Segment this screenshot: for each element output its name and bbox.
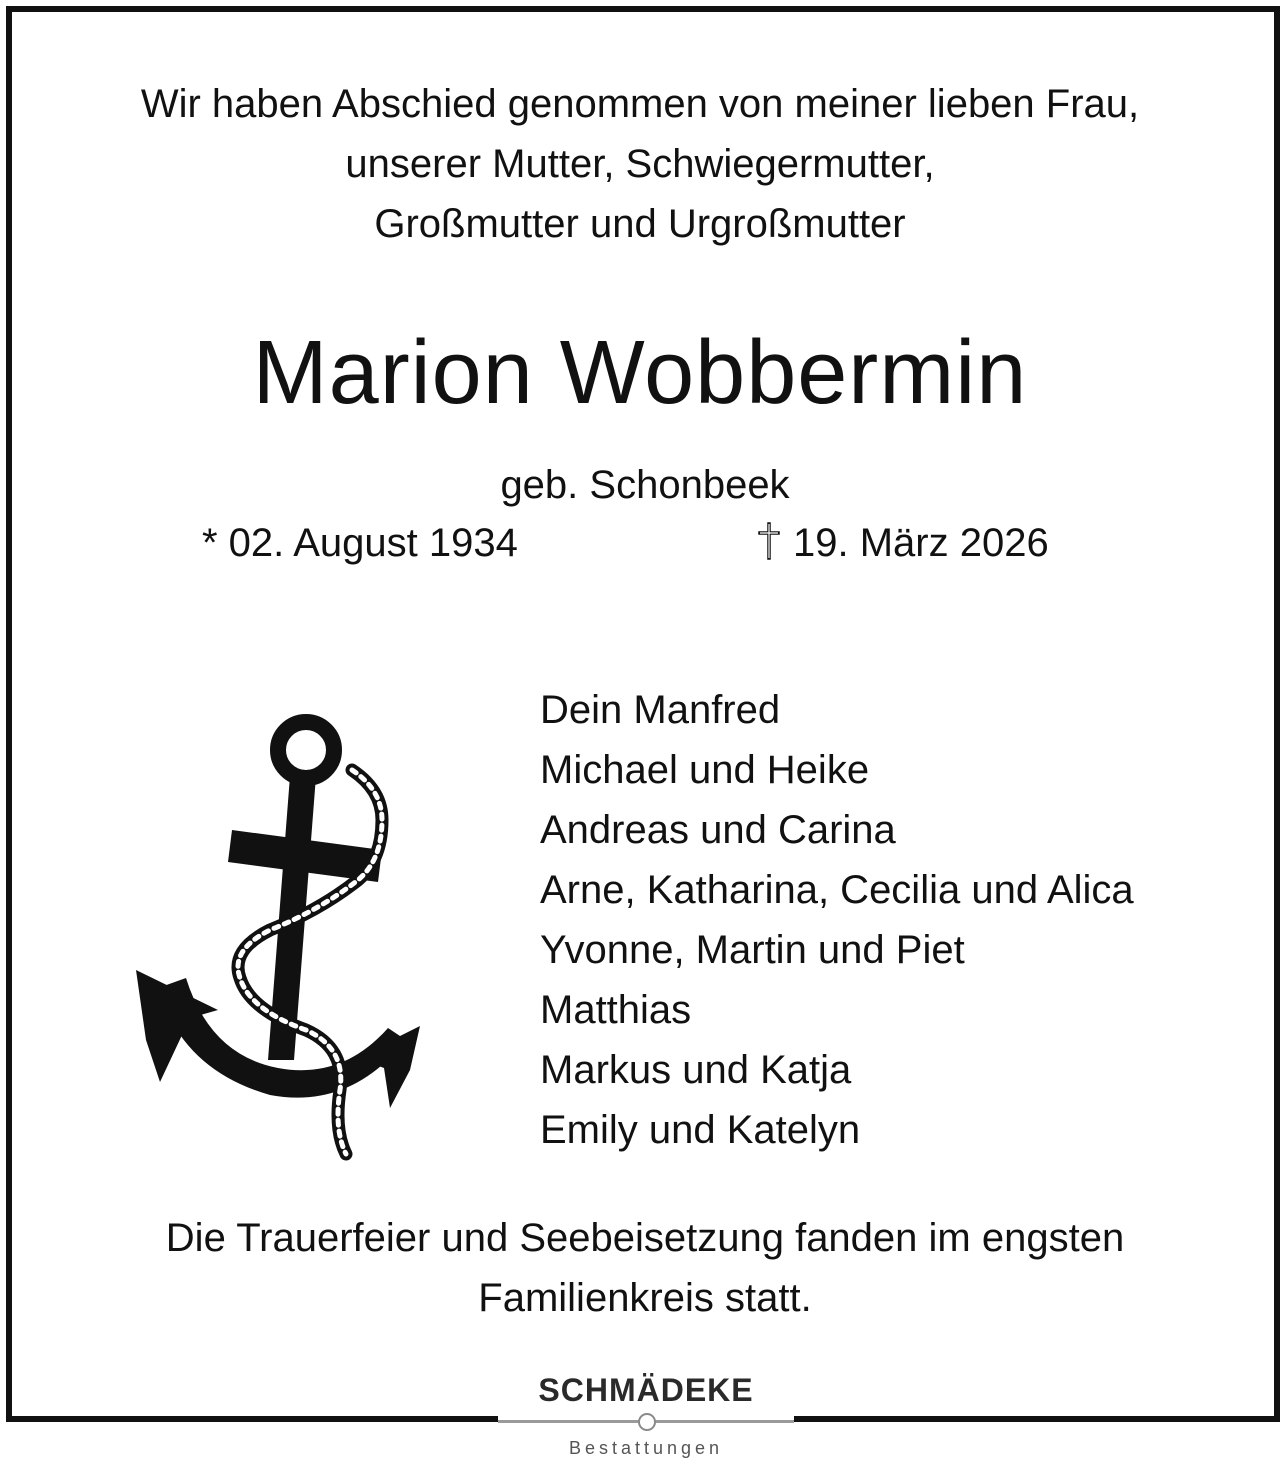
closing-text — [0, 1208, 1280, 1328]
family-member: Michael und Heike — [540, 748, 870, 792]
death-date: 19. März 2026 — [793, 521, 1049, 565]
logo-brand: SCHMÄDEKE — [538, 1372, 754, 1408]
intro-line-3: Großmutter und Urgroßmutter — [374, 202, 906, 246]
logo-subtitle: Bestattungen — [568, 1438, 724, 1458]
deceased-name: Marion Wobbermin — [252, 323, 1028, 423]
maiden-name: geb. Schonbeek — [500, 463, 790, 507]
intro-text — [0, 74, 1280, 254]
family-list — [540, 680, 1134, 1160]
anchor-icon — [120, 710, 440, 1170]
birth-date: * 02. August 1934 — [202, 521, 518, 565]
family-member: Emily und Katelyn — [540, 1108, 861, 1152]
closing-line-1: Die Trauerfeier und Seebeisetzung fanden im engsten — [165, 1216, 1125, 1260]
cross-icon — [755, 522, 783, 560]
family-member: Andreas und Carina — [540, 808, 896, 852]
family-member: Markus und Katja — [540, 1048, 852, 1092]
intro-line-1: Wir haben Abschied genommen von meiner lieben Frau, — [140, 82, 1140, 126]
logo-ring-icon — [638, 1413, 656, 1431]
closing-line-2: Familienkreis statt. — [478, 1276, 812, 1320]
funeral-home-logo — [498, 1366, 794, 1468]
family-member: Arne, Katharina, Cecilia und Alica — [540, 868, 1134, 912]
death-date-line — [755, 518, 1049, 568]
family-member: Dein Manfred — [540, 688, 781, 732]
intro-line-2: unserer Mutter, Schwiegermutter, — [345, 142, 935, 186]
family-member: Matthias — [540, 988, 692, 1032]
family-member: Yvonne, Martin und Piet — [540, 928, 965, 972]
